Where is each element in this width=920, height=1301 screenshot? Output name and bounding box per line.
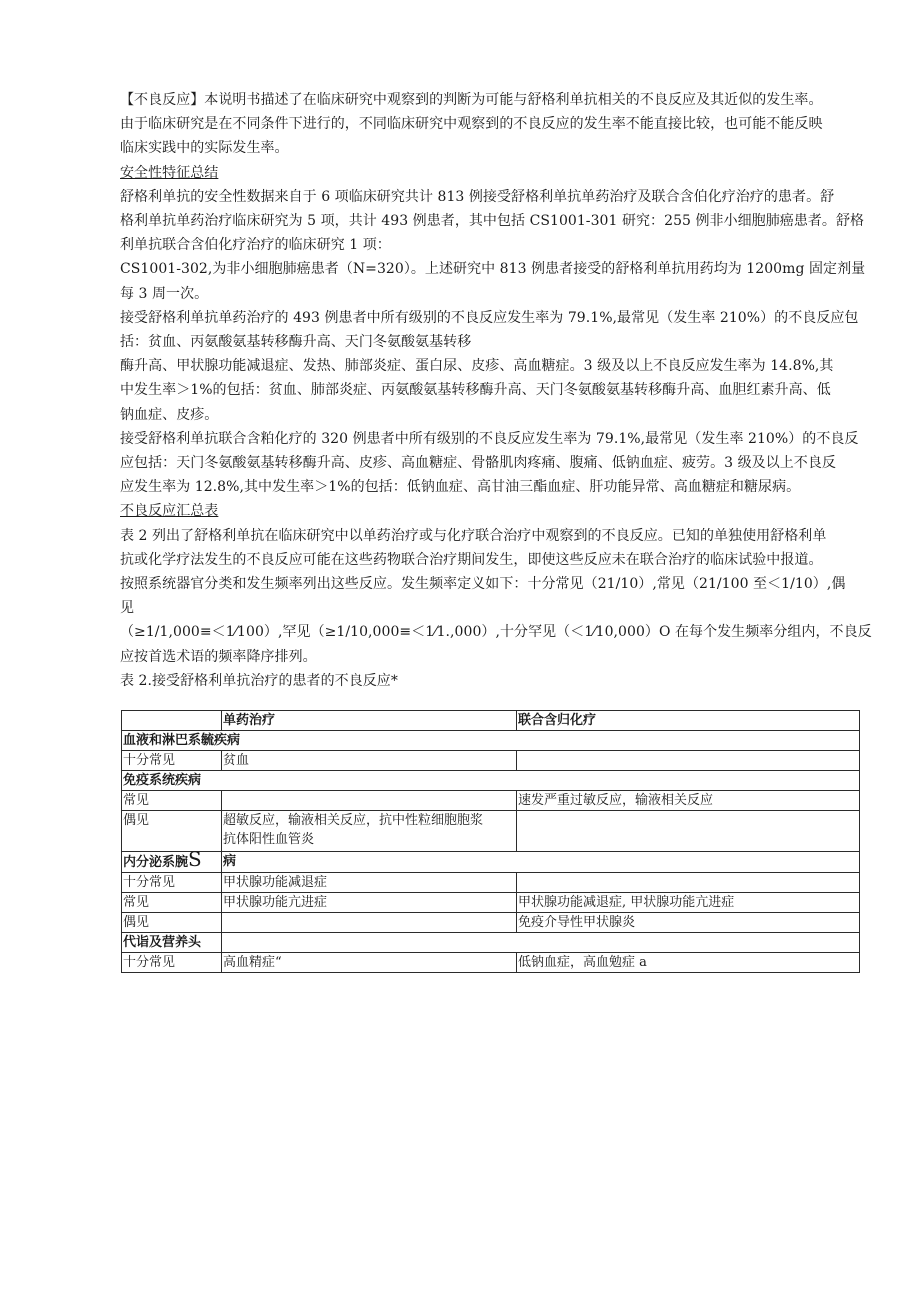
table-section-row	[122, 771, 860, 791]
table-header-cell	[122, 711, 222, 731]
table-section-row	[122, 731, 860, 751]
table-row	[122, 953, 860, 973]
paragraph-line: 钠血症、皮疹。	[120, 406, 219, 423]
section-title-blood: 血液和淋巴系毓疾病	[122, 731, 860, 751]
table-row	[122, 791, 860, 811]
mono-cell: 甲状腺功能减退症	[222, 873, 517, 893]
paragraph-line: 利单抗联合含伯化疗治疗的临床研究 1 项：	[120, 237, 391, 254]
paragraph-line: 中发生率＞1%的包括：贫血、肺部炎症、丙氨酸氨基转移酶升高、天门冬氨酸氨基转移酶升高、血胆红素升高、低	[120, 382, 831, 399]
mono-cell-line: 抗体阳性血管炎	[223, 832, 315, 847]
section-title-endocrine	[122, 847, 222, 873]
combo-cell: 甲状腺功能减退症, 甲状腺功能亢进症	[517, 893, 860, 913]
frequency-cell: 偶见	[122, 811, 222, 852]
frequency-cell: 十分常见	[122, 953, 222, 973]
mono-cell: 甲状腺功能亢进症	[222, 893, 517, 913]
table-row	[122, 873, 860, 893]
frequency-cell: 十分常见	[122, 751, 222, 771]
combo-cell: 免疫介导性甲状腺炎	[517, 913, 860, 933]
table-header-row	[122, 711, 860, 731]
paragraph-line: 格利单抗单药治疗临床研究为 5 项，共计 493 例患者，其中包括 CS1001-301 研究：255 例非小细胞肺癌患者。舒格	[120, 213, 865, 230]
table-row	[122, 893, 860, 913]
combo-cell	[517, 811, 860, 852]
paragraph-line: 【不良反应】本说明书描述了在临床研究中观察到的判断为可能与舒格利单抗相关的不良反应及其近似的发生率。	[120, 92, 823, 108]
paragraph-line: 酶升高、甲状腺功能减退症、发热、肺部炎症、蛋白尿、皮疹、高血糖症。3 级及以上不良反应发生率为 14.8%,其	[120, 358, 834, 375]
paragraph-line: 抗或化学疗法发生的不良反应可能在这些药物联合治疗期间发生，即使这些反应未在联合治疗的临床试验中报道。	[120, 551, 823, 568]
mono-cell	[222, 791, 517, 811]
section-title-endocrine-suffix: 病	[222, 852, 860, 873]
paragraph-line: 临床实践中的实际发生率。	[120, 140, 289, 157]
mono-cell: 高血精症“	[222, 953, 517, 973]
paragraph-line: 表 2 列出了舒格利单抗在临床研究中以单药治疗或与化疗联合治疗中观察到的不良反应。已知的单独使用舒格利单	[120, 527, 827, 544]
mono-cell	[222, 811, 517, 852]
paragraph-line: 按照系统器官分类和发生频率列出这些反应。发生频率定义如下：十分常见（21/10）,常见（21/100 至＜1/10）,偶	[120, 576, 846, 593]
section-title-glyph: S	[188, 847, 202, 871]
paragraph-line: 应按首选术语的频率降序排列。	[120, 648, 317, 665]
table-section-row	[122, 852, 860, 873]
document-body	[120, 88, 872, 693]
combo-cell	[517, 751, 860, 771]
section-title-part: 内分泌系腕	[123, 855, 189, 870]
paragraph-line: 应包括：天门冬氨酸氨基转移酶升高、皮疹、高血糖症、骨骼肌肉疼痛、腹痛、低钠血症、疲劳。3 级及以上不良反	[120, 455, 836, 472]
table-caption: 表 2.接受舒格利单抗治疗的患者的不良反应*	[120, 672, 398, 689]
section-title-metabolic: 代诣及营养头	[122, 933, 222, 953]
paragraph-line: （≥1/1,000≡＜1⁄100）,罕见（≥1/10,000≡＜1⁄1.,000）,十分罕见（＜1⁄10,000）O 在每个发生频率分组内，不良反	[120, 624, 872, 641]
combo-cell: 速发严重过敏反应，输液相关反应	[517, 791, 860, 811]
paragraph-line: CS1001-302,为非小细胞肺癌患者（N=320）。上述研究中 813 例患者接受的舒格利单抗用药均为 1200mg 固定剂量	[120, 261, 866, 278]
frequency-cell: 偶见	[122, 913, 222, 933]
frequency-cell: 常见	[122, 791, 222, 811]
table-section-row	[122, 933, 860, 953]
paragraph-line: 接受舒格利单抗单药治疗的 493 例患者中所有级别的不良反应发生率为 79.1%,最常见（发生率 210%）的不良反应包	[120, 309, 859, 326]
table-row	[122, 811, 860, 852]
table-row	[122, 751, 860, 771]
section-heading-ar-table: 不良反应汇总表	[120, 503, 219, 520]
section-heading-safety-summary: 安全性特征总结	[120, 164, 219, 181]
table-header-cell: 联合含归化疗	[517, 711, 860, 731]
table-row	[122, 913, 860, 933]
paragraph-line: 由于临床研究是在不同条件下进行的，不同临床研究中观察到的不良反应的发生率不能直接比较，也可能不能反映	[120, 116, 823, 133]
paragraph-line: 括：贫血、丙氨酸氨基转移酶升高、天门冬氨酸氨基转移	[120, 334, 472, 351]
paragraph-line: 见	[120, 600, 135, 617]
combo-cell: 低钠血症，高血勉症 a	[517, 953, 860, 973]
mono-cell-line: 超敏反应，输液相关反应，抗中性粒细胞胞浆	[223, 813, 484, 828]
paragraph-line: 每 3 周一次。	[120, 285, 209, 302]
section-title-immune: 免疫系统疾病	[122, 771, 860, 791]
paragraph-line: 舒格利单抗的安全性数据来自于 6 项临床研究共计 813 例接受舒格利单抗单药治疗及联合含伯化疗治疗的患者。舒	[120, 188, 835, 205]
combo-cell	[517, 873, 860, 893]
table-header-cell: 单药治疗	[222, 711, 517, 731]
frequency-cell: 常见	[122, 893, 222, 913]
section-title-empty	[222, 933, 860, 953]
paragraph-line: 应发生率为 12.8%,其中发生率＞1%的包括：低钠血症、高甘油三酯血症、肝功能异常、高血糖症和糖尿病。	[120, 479, 801, 496]
mono-cell	[222, 913, 517, 933]
frequency-cell: 十分常见	[122, 873, 222, 893]
mono-cell: 贫血	[222, 751, 517, 771]
paragraph-line: 接受舒格利单抗联合含粕化疗的 320 例患者中所有级别的不良反应发生率为 79.1%,最常见（发生率 210%）的不良反	[120, 430, 859, 447]
adverse-reaction-table	[121, 710, 860, 973]
